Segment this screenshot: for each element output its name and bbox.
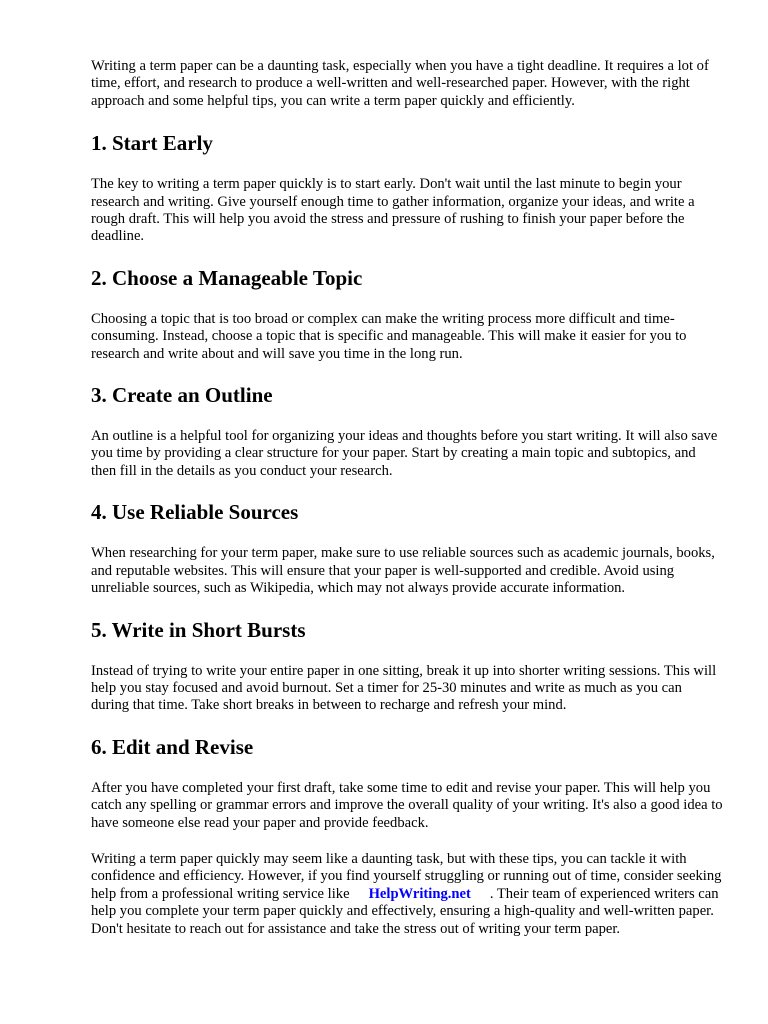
section-short-bursts <box>91 617 723 715</box>
section-outline <box>91 382 723 480</box>
intro-paragraph: Writing a term paper can be a daunting task, especially when you have a tight deadline. It requires a lot of time, effort, and research to produce a well-written and well-researched paper. However, with the right approach and some helpful tips, you can write a term paper quickly and efficiently. <box>91 58 709 109</box>
closing-paragraph <box>91 851 723 938</box>
section-start-early <box>91 130 723 246</box>
section-heading: 3. Create an Outline <box>91 383 273 408</box>
section-heading: 6. Edit and Revise <box>91 734 254 759</box>
section-heading: 5. Write in Short Bursts <box>91 617 306 642</box>
section-body: Instead of trying to write your entire paper in one sitting, break it up into shorter writing sessions. This will help you stay focused and avoid burnout. Set a timer for 25-30 minutes and write as much as you can during that time. Take short breaks in between to recharge and refresh your mind. <box>91 662 717 714</box>
section-body: The key to writing a term paper quickly is to start early. Don't wait until the last minute to begin your research and writing. Give yourself enough time to gather information, organize your ideas, and write a rough draft. This will help you avoid the stress and pressure of rushing to finish your paper before the deadline. <box>91 176 695 245</box>
section-heading: 1. Start Early <box>91 131 213 156</box>
helpwriting-link[interactable]: HelpWriting.net <box>368 885 471 902</box>
closing-text-after-link: . Their team of experienced writers can help you complete your term paper quickly and effectively, ensuring a high-quality and well-written paper. Don't hesitate to reach out for assistance and take the stress out of writing your term paper. <box>91 885 719 937</box>
section-body: An outline is a helpful tool for organizing your ideas and thoughts before you start writing. It will also save you time by providing a clear structure for your paper. Start by creating a main topic and subtopics, and then fill in the details as you conduct your research. <box>91 428 718 479</box>
section-edit-revise <box>91 734 723 832</box>
document-page <box>91 58 723 938</box>
section-body: When researching for your term paper, make sure to use reliable sources such as academic journals, books, and reputable websites. This will ensure that your paper is well-supported and credible. Avoid using unreliable sources, such as Wikipedia, which may not always provide accurate information. <box>91 545 715 597</box>
section-reliable-sources <box>91 499 723 597</box>
section-body: Choosing a topic that is too broad or complex can make the writing process more difficult and time-consuming. Instead, choose a topic that is specific and manageable. This will make it easier for you to research and write about and will save you time in the long run. <box>91 310 687 362</box>
section-heading: 2. Choose a Manageable Topic <box>91 265 363 290</box>
section-body: After you have completed your first draft, take some time to edit and revise your paper. This will help you catch any spelling or grammar errors and improve the overall quality of your writing. It's also a good idea to have someone else read your paper and provide feedback. <box>91 779 723 831</box>
section-manageable-topic <box>91 265 723 363</box>
closing-text-before-link: Writing a term paper quickly may seem like a daunting task, but with these tips, you can tackle it with confidence and efficiency. However, if you find yourself struggling or running out of time, consider seeking help from a professional writing service like <box>91 850 722 902</box>
section-heading: 4. Use Reliable Sources <box>91 500 299 525</box>
